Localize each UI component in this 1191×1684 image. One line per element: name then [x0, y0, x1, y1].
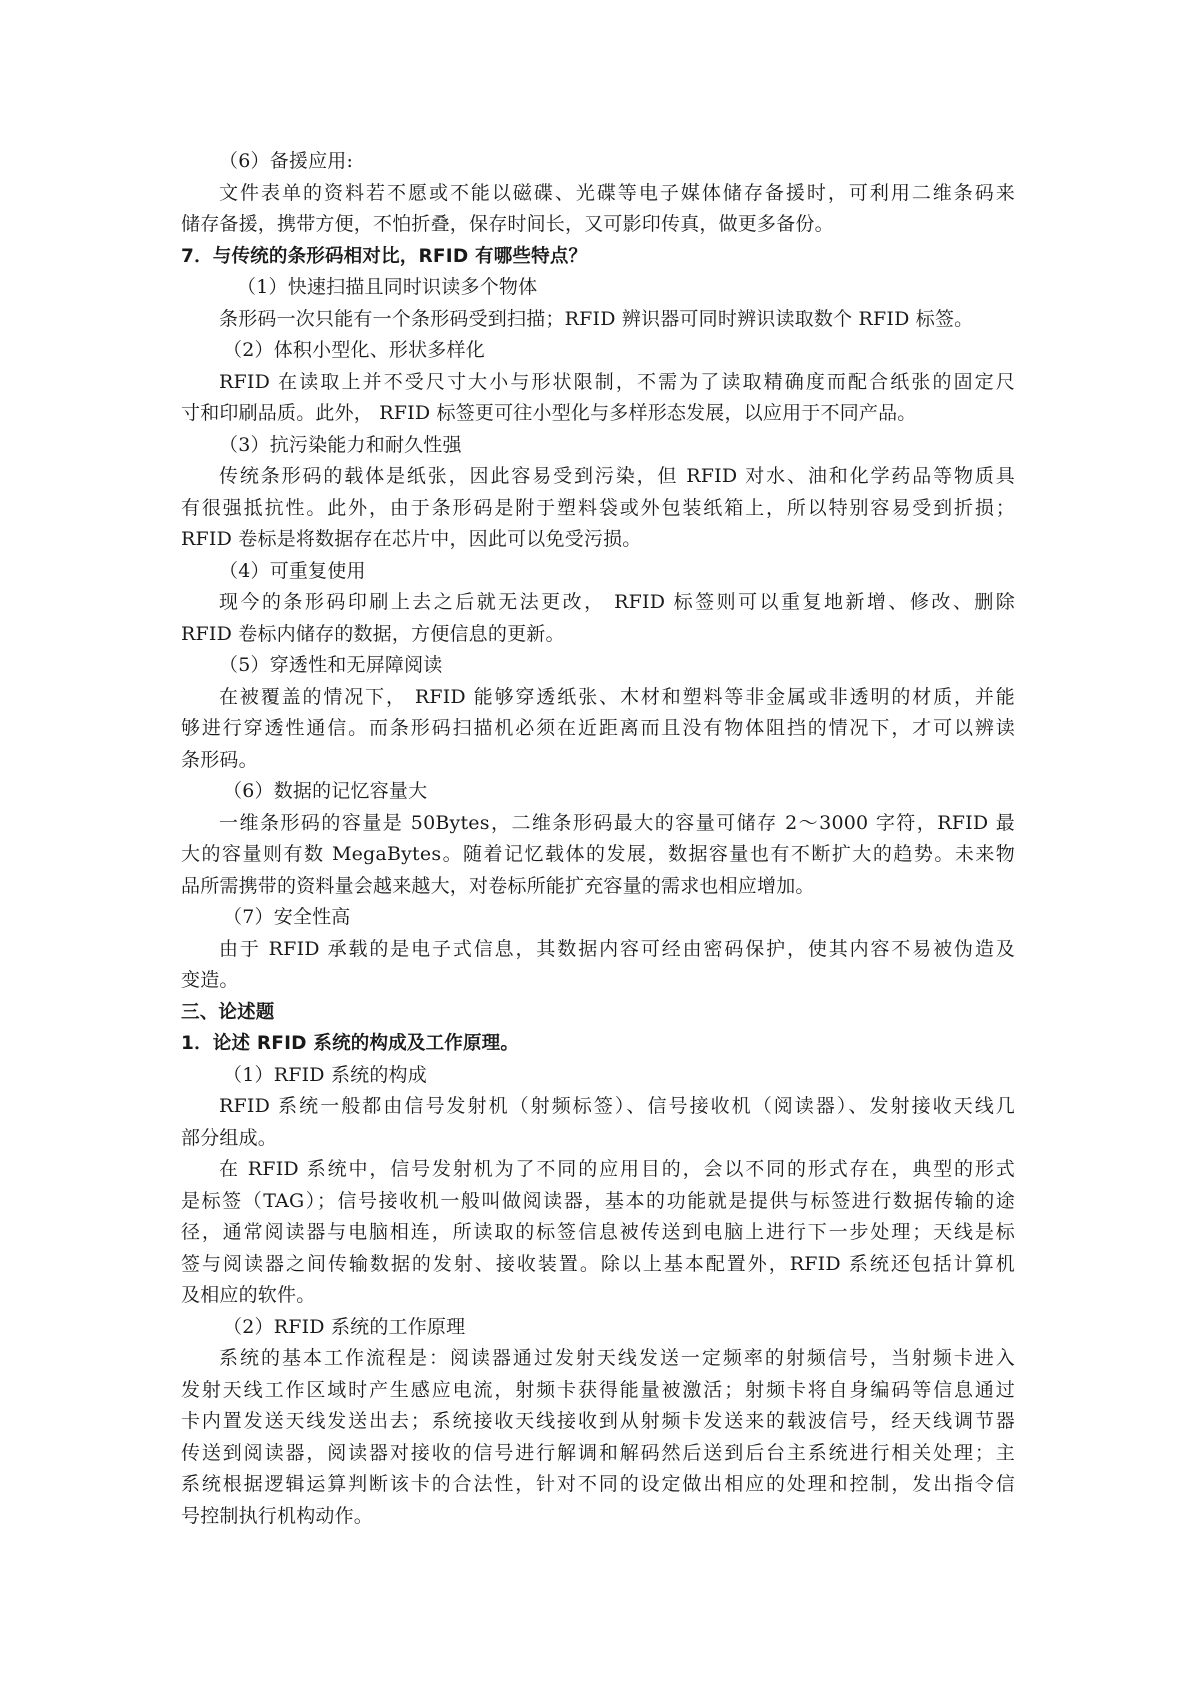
- text-line: 条形码。: [181, 748, 258, 771]
- text-line: 及相应的软件。: [181, 1284, 316, 1306]
- text-line: （4）可重复使用: [219, 559, 366, 582]
- text-line: 卡内置发送天线发送出去；系统接收天线接收到从射频卡发送来的载波信号，经天线调节器: [181, 1410, 1015, 1432]
- text-line: 径，通常阅读器与电脑相连，所读取的标签信息被传送到电脑上进行下一步处理；天线是标: [181, 1221, 1015, 1243]
- text-line: 7．与传统的条形码相对比，RFID 有哪些特点？: [181, 245, 588, 267]
- text-line: 有很强抵抗性。此外，由于条形码是附于塑料袋或外包装纸箱上，所以特别容易受到折损；: [181, 496, 1015, 519]
- text-line: 系统的基本工作流程是：阅读器通过发射天线发送一定频率的射频信号，当射频卡进入: [219, 1347, 1015, 1369]
- text-line: （6）数据的记忆容量大: [223, 780, 428, 802]
- text-line: 储存备援，携带方便，不怕折叠，保存时间长，又可影印传真，做更多备份。: [181, 213, 834, 235]
- text-line: （1）快速扫描且同时识读多个物体: [237, 276, 538, 298]
- text-line: 条形码一次只能有一个条形码受到扫描；RFID 辨识器可同时辨识读取数个 RFID 标签。: [219, 307, 974, 330]
- text-line: （2）体积小型化、形状多样化: [223, 339, 485, 361]
- text-line: 一维条形码的容量是 50Bytes，二维条形码最大的容量可储存 2～3000 字符，RFID 最: [219, 811, 1015, 834]
- text-line: 传送到阅读器，阅读器对接收的信号进行解调和解码然后送到后台主系统进行相关处理；主: [181, 1441, 1015, 1464]
- text-line: 发射天线工作区域时产生感应电流，射频卡获得能量被激活；射频卡将自身编码等信息通过: [181, 1378, 1015, 1401]
- text-line: 号控制执行机构动作。: [181, 1504, 374, 1527]
- text-line: 寸和印刷品质。此外， RFID 标签更可往小型化与多样形态发展，以应用于不同产品。: [181, 402, 917, 424]
- text-line: 1．论述 RFID 系统的构成及工作原理。: [181, 1033, 520, 1054]
- document-page: [181, 146, 1015, 1532]
- text-line: 是标签（TAG）；信号接收机一般叫做阅读器，基本的功能就是提供与标签进行数据传输的途: [181, 1189, 1015, 1212]
- text-line: （5）穿透性和无屏障阅读: [219, 654, 443, 676]
- text-line: 部分组成。: [181, 1126, 278, 1149]
- text-line: 够进行穿透性通信。而条形码扫描机必须在近距离而且没有物体阻挡的情况下，才可以辨读: [181, 717, 1015, 739]
- text-line: RFID 卷标是将数据存在芯片中，因此可以免受污损。: [181, 528, 642, 550]
- text-line: 品所需携带的资料量会越来越大，对卷标所能扩充容量的需求也相应增加。: [181, 874, 815, 897]
- text-line: 在被覆盖的情况下， RFID 能够穿透纸张、木材和塑料等非金属或非透明的材质，并能: [219, 685, 1015, 708]
- text-line: 大的容量则有数 MegaBytes。随着记忆载体的发展，数据容量也有不断扩大的趋势。未来物: [181, 843, 1015, 865]
- text-line: 文件表单的资料若不愿或不能以磁碟、光碟等电子媒体储存备援时，可利用二维条码来: [219, 181, 1015, 204]
- text-line: 现今的条形码印刷上去之后就无法更改， RFID 标签则可以重复地新增、修改、删除: [219, 591, 1015, 613]
- text-line: 在 RFID 系统中，信号发射机为了不同的应用目的，会以不同的形式存在，典型的形式: [219, 1158, 1015, 1180]
- text-line: RFID 在读取上并不受尺寸大小与形状限制，不需为了读取精确度而配合纸张的固定尺: [219, 370, 1015, 393]
- text-line: （2）RFID 系统的工作原理: [223, 1315, 466, 1338]
- text-line: RFID 系统一般都由信号发射机（射频标签）、信号接收机（阅读器）、发射接收天线几: [219, 1095, 1015, 1117]
- text-line: （6）备援应用:: [219, 150, 354, 172]
- text-line: 由于 RFID 承载的是电子式信息，其数据内容可经由密码保护，使其内容不易被伪造及: [219, 937, 1015, 960]
- text-line: 系统根据逻辑运算判断该卡的合法性，针对不同的设定做出相应的处理和控制，发出指令信: [181, 1473, 1015, 1495]
- text-line: （3）抗污染能力和耐久性强: [219, 433, 462, 456]
- text-line: （7）安全性高: [223, 906, 351, 928]
- text-line: 三、论述题: [181, 1001, 275, 1023]
- text-line: 签与阅读器之间传输数据的发射、接收装置。除以上基本配置外，RFID 系统还包括计算机: [181, 1252, 1015, 1275]
- text-line: （1）RFID 系统的构成: [223, 1063, 427, 1086]
- text-line: 变造。: [181, 969, 239, 991]
- text-line: 传统条形码的载体是纸张，因此容易受到污染，但 RFID 对水、油和化学药品等物质具: [219, 465, 1015, 487]
- text-line: RFID 卷标内储存的数据，方便信息的更新。: [181, 622, 565, 645]
